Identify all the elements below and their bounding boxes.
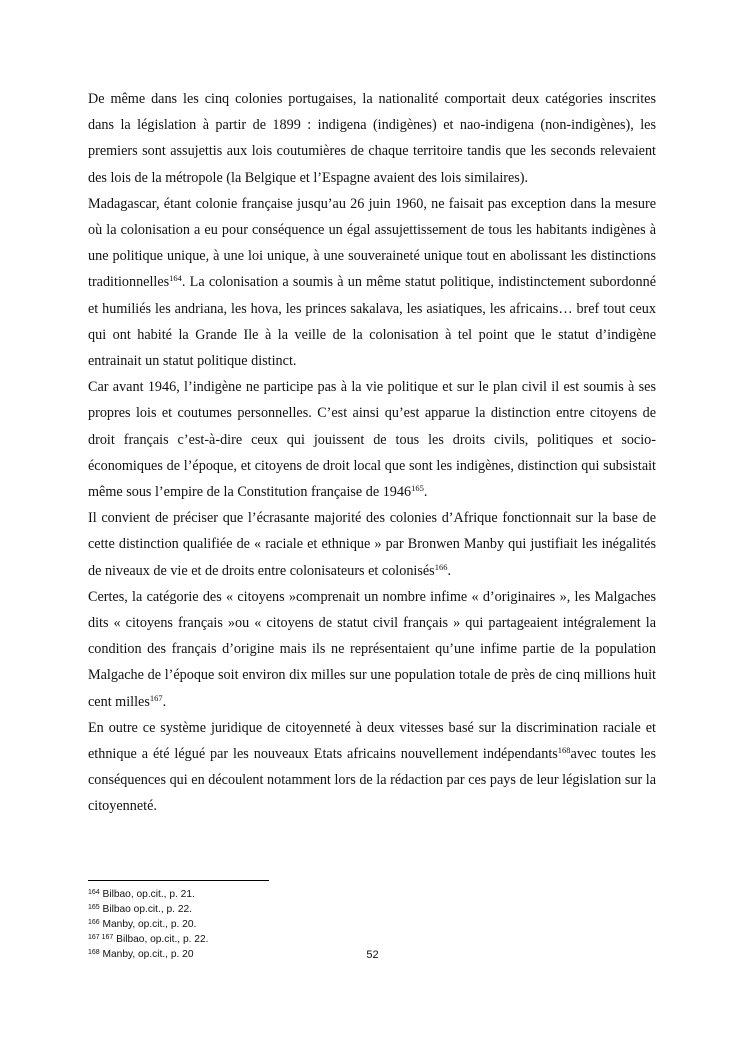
footnote-164: $^{164}$ Bilbao, op.cit., p. 21.: [88, 889, 195, 900]
footnote-165: $^{165}$ Bilbao op.cit., p. 22.: [88, 904, 192, 915]
footnote-ref-165[interactable]: 165: [411, 483, 424, 494]
footnote-separator: [88, 880, 269, 881]
footnote-167: $^{167 167}$ Bilbao, op.cit., p. 22.: [88, 934, 209, 945]
footnote-ref-164[interactable]: 164: [169, 273, 182, 284]
paragraph-4: Il convient de préciser que l’écrasante majorité des colonies d’Afrique fonctionnait sur la base de cette distinction qualifiée de « raciale et ethnique » par Bronwen Manby qui justifiait les inégalités de niveaux de vie et de droits entre colonisateurs et colonisés$^{166}$.: [88, 510, 656, 579]
paragraph-3: Car avant 1946, l’indigène ne participe pas à la vie politique et sur le plan civil il est soumis à ses propres lois et coutumes personnelles. C’est ainsi qu’est apparue la distinction entre citoyens de droit français c’est-à-dire ceux qui jouissent de tous les droits civils, politiques et socio-économiques de l’époque, et citoyens de droit local que sont les indigènes, distinction qui subsistait même sous l’empire de la Constitution française de 1946$^{165}$.: [88, 379, 656, 501]
paragraph-2: Madagascar, étant colonie française jusqu’au 26 juin 1960, ne faisait pas exception dans la mesure où la colonisation a eu pour conséquence un égal assujettissement de tous les habitants indigènes à une politique unique, à une loi unique, à une souveraineté unique tout en abolissant les distinctions traditionnelles$^{164}$. La colonisation a soumis à un même statut politique, indistinctement subordonné et humiliés les andriana, les hova, les princes sakalava, les asiatiques, les africains… bref tout ceux qui ont habité la Grande Ile à la veille de la colonisation à tel point que le statut d’indigène entrainait un statut politique distinct.: [88, 195, 656, 370]
footnote-ref-168[interactable]: 168: [557, 745, 571, 756]
footnote-ref-167[interactable]: 167: [149, 692, 163, 703]
paragraph-1: De même dans les cinq colonies portugaises, la nationalité comportait deux catégories inscrites dans la législation à partir de 1899 : indigena (indigènes) et nao-indigena (non-indigènes), les premiers sont assujettis aux lois coutumières de chaque territoire tandis que les seconds relevaient des lois de la métropole (la Belgique et l’Espagne avaient des lois similaires).: [88, 91, 656, 186]
page-number: 52: [366, 949, 379, 961]
footnote-168: $^{168}$ Manby, op.cit., p. 20: [88, 949, 194, 960]
paragraph-6: En outre ce système juridique de citoyenneté à deux vitesses basé sur la discrimination raciale et ethnique a été légué par les nouveaux Etats africains nouvellement indépendants$^{168}$avec toutes les conséquences qui en découlent notamment lors de la rédaction par ces pays de leur législation sur la citoyenneté.: [88, 719, 656, 815]
body-text: [88, 86, 656, 820]
footnote-ref-166[interactable]: 166: [434, 561, 448, 572]
paragraph-5: Certes, la catégorie des « citoyens »comprenait un nombre infime « d’originaires », les Malgaches dits « citoyens français »ou « citoyens de statut civil français » qui partageaient intégralement la condition des français d’origine mais ils ne représentaient qu’une infime partie de la population Malgache de l’époque soit environ dix milles sur une population totale de près de cinq millions huit cent milles$^{167}$.: [88, 588, 656, 710]
footnote-166: $^{166}$ Manby, op.cit., p. 20.: [88, 919, 197, 930]
